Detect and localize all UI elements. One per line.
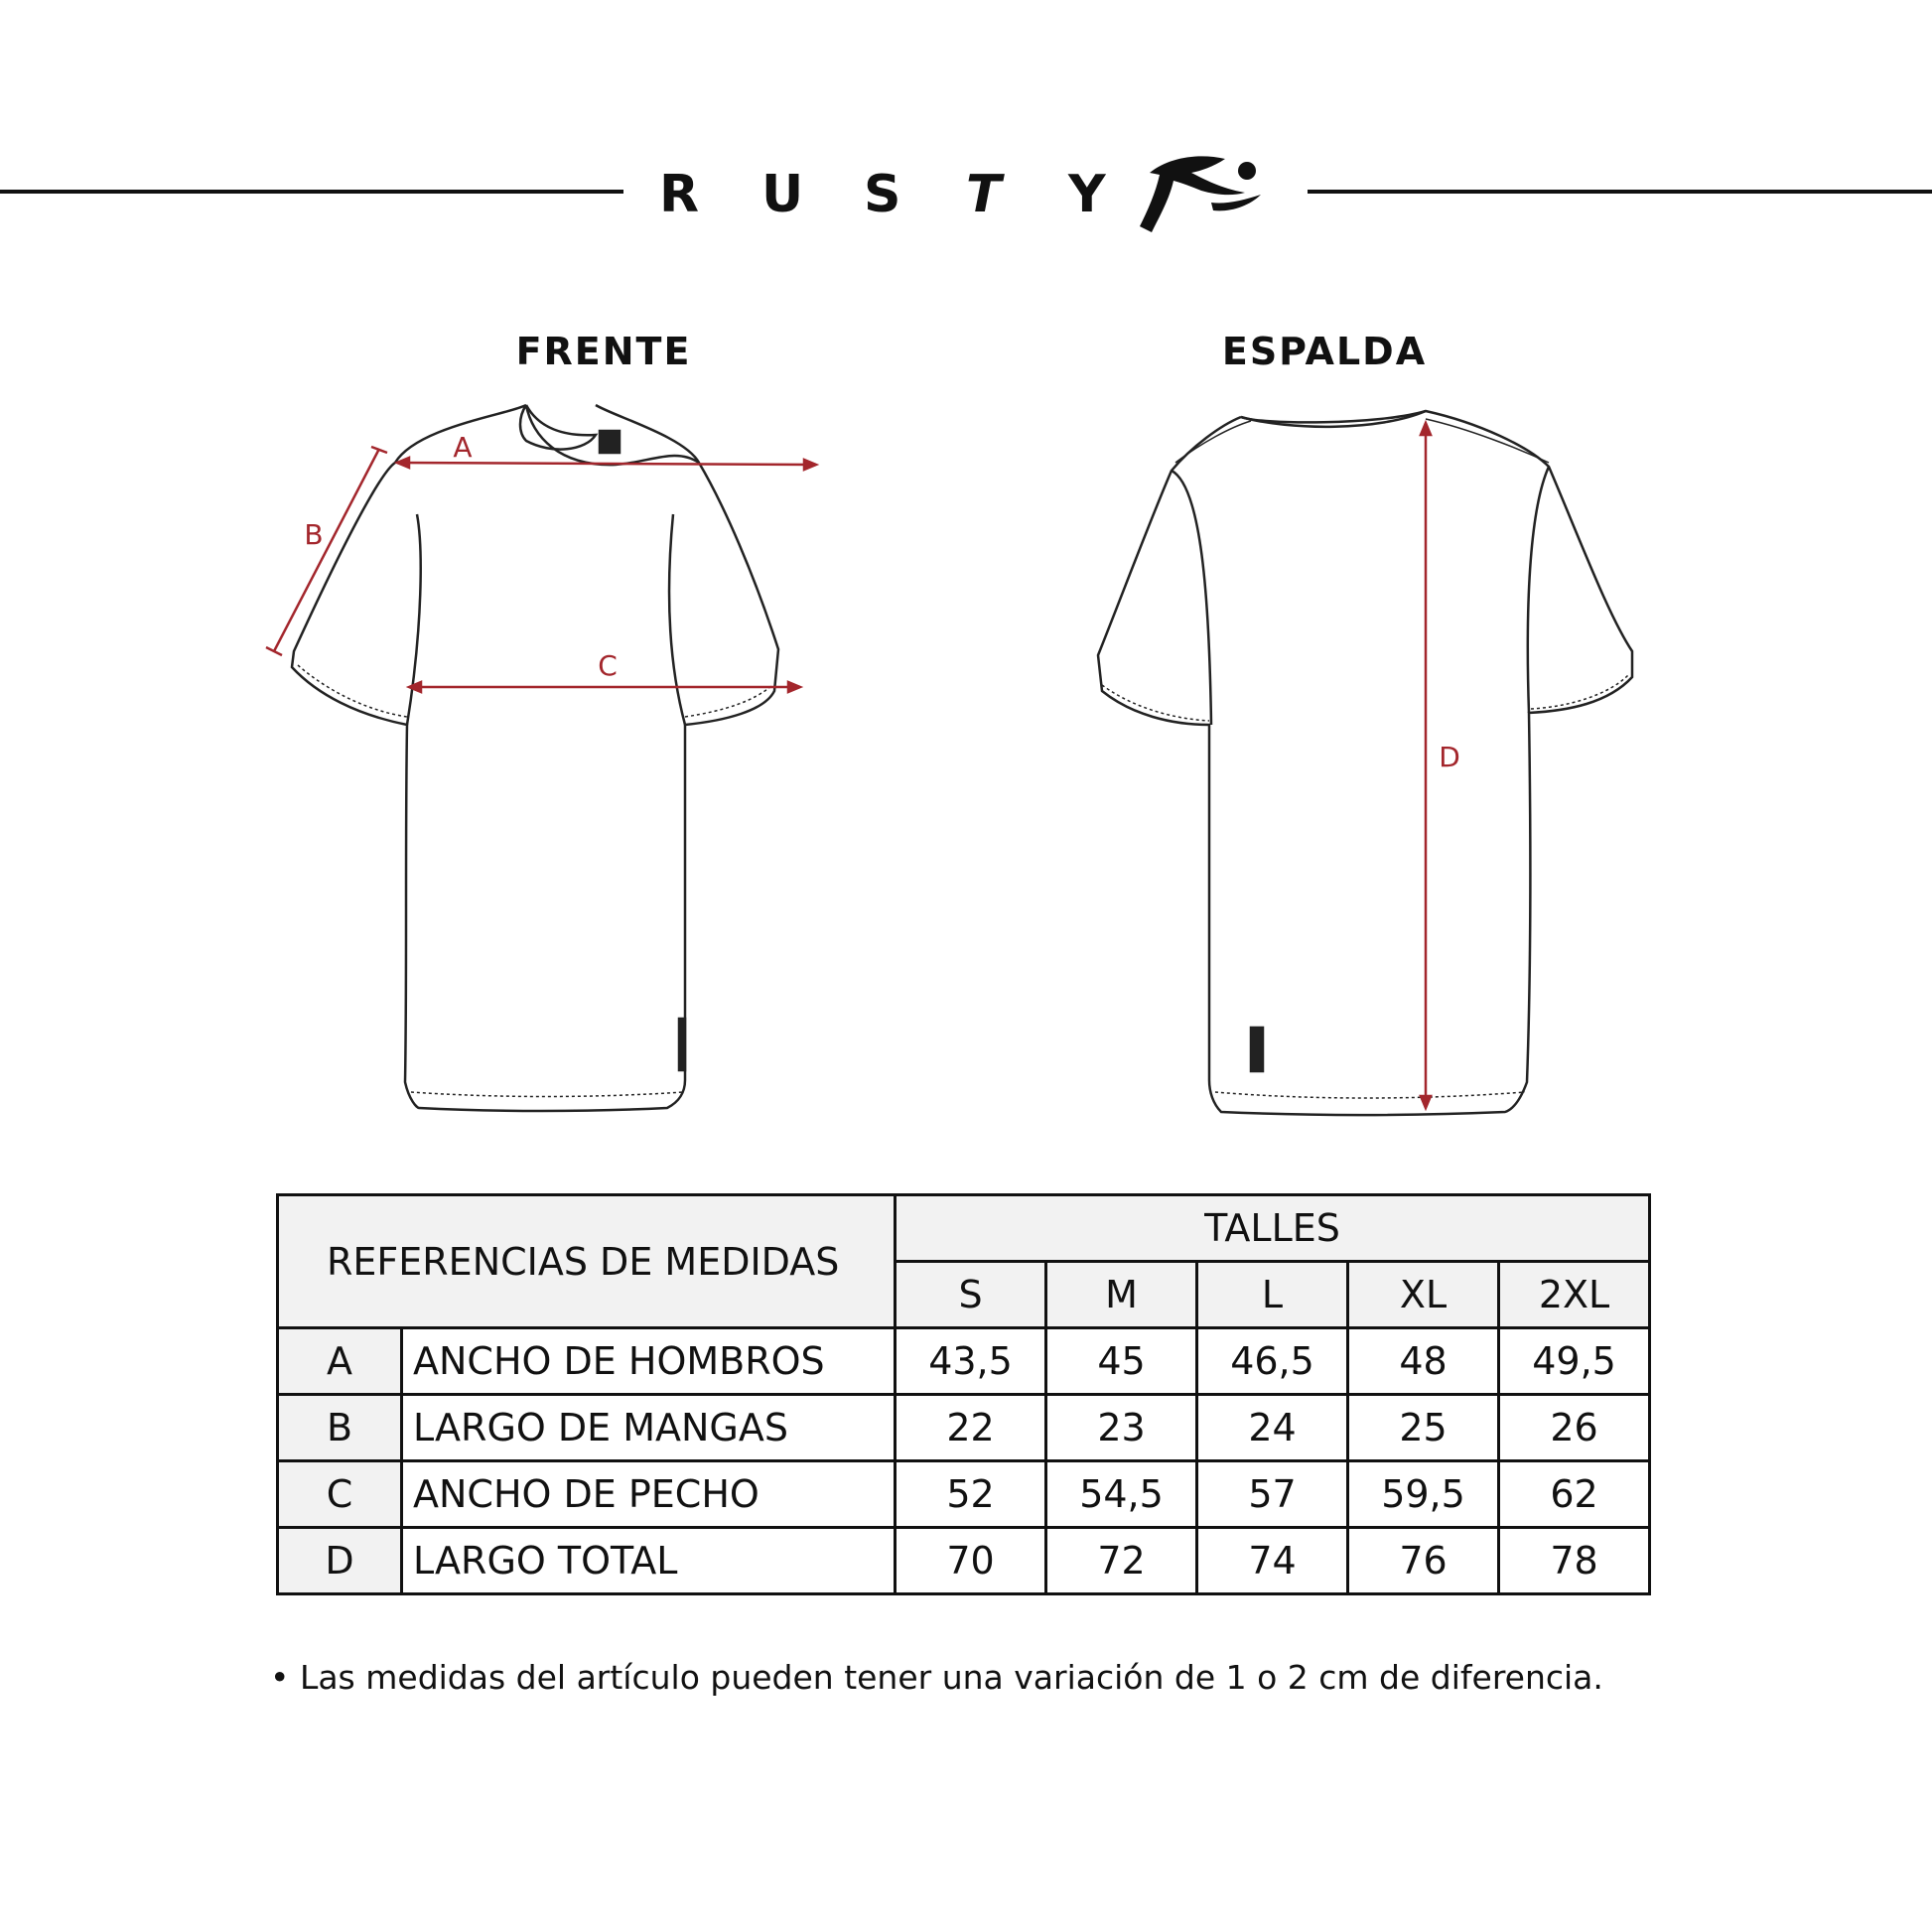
measure-value: 74 [1197, 1528, 1348, 1594]
brand-letter: S [864, 165, 901, 224]
measure-name: ANCHO DE HOMBROS [402, 1328, 896, 1395]
measure-value: 43,5 [896, 1328, 1046, 1395]
measure-a-label: A [453, 431, 473, 464]
measure-value: 70 [896, 1528, 1046, 1594]
table-row [278, 1461, 1650, 1528]
size-label: S [896, 1262, 1046, 1328]
measure-value: 62 [1499, 1461, 1650, 1528]
measure-value: 78 [1499, 1528, 1650, 1594]
measure-ref: B [278, 1395, 402, 1461]
measure-c-label: C [598, 649, 618, 682]
size-label: L [1197, 1262, 1348, 1328]
measure-value: 48 [1348, 1328, 1499, 1395]
size-chart-table [276, 1193, 1651, 1595]
measurement-footnote: • Las medidas del artículo pueden tener una variación de 1 o 2 cm de diferencia. [270, 1658, 1603, 1697]
measure-name: LARGO DE MANGAS [402, 1395, 896, 1461]
measure-ref: C [278, 1461, 402, 1528]
measure-b-label: B [304, 518, 324, 551]
front-tshirt-outline [292, 405, 778, 1111]
measure-ref: A [278, 1328, 402, 1395]
header-rule-right [1308, 190, 1932, 194]
measure-value: 76 [1348, 1528, 1499, 1594]
measure-value: 57 [1197, 1461, 1348, 1528]
sizes-header: TALLES [896, 1195, 1650, 1262]
measure-d-label: D [1439, 741, 1460, 773]
rusty-wave-logo-icon [1130, 149, 1269, 238]
measure-value: 25 [1348, 1395, 1499, 1461]
front-view-title: FRENTE [515, 330, 692, 373]
measure-value: 72 [1046, 1528, 1197, 1594]
size-label: XL [1348, 1262, 1499, 1328]
measure-d-line [1421, 423, 1431, 1108]
measure-ref: D [278, 1528, 402, 1594]
measure-name: ANCHO DE PECHO [402, 1461, 896, 1528]
measure-value: 59,5 [1348, 1461, 1499, 1528]
measure-value: 46,5 [1197, 1328, 1348, 1395]
brand-letter: T [966, 165, 1002, 224]
measure-c-line [409, 682, 800, 692]
measure-value: 52 [896, 1461, 1046, 1528]
table-row [278, 1528, 1650, 1594]
size-label: M [1046, 1262, 1197, 1328]
measure-name: LARGO TOTAL [402, 1528, 896, 1594]
header-rule-left [0, 190, 623, 194]
measure-value: 45 [1046, 1328, 1197, 1395]
measure-value: 23 [1046, 1395, 1197, 1461]
brand-letter: R [659, 165, 700, 224]
measure-value: 24 [1197, 1395, 1348, 1461]
table-header-row [278, 1195, 1650, 1262]
brand-wordmark [659, 159, 1171, 230]
brand-letter: Y [1068, 165, 1106, 224]
table-row [278, 1395, 1650, 1461]
brand-letter: U [761, 165, 804, 224]
table-row [278, 1328, 1650, 1395]
measure-value: 22 [896, 1395, 1046, 1461]
measure-value: 26 [1499, 1395, 1650, 1461]
back-view-title: ESPALDA [1221, 330, 1428, 373]
back-tshirt-outline [1098, 411, 1632, 1115]
tshirt-diagram [258, 397, 1668, 1132]
references-header: REFERENCIAS DE MEDIDAS [278, 1195, 896, 1328]
measure-b-line [266, 447, 387, 655]
measure-value: 54,5 [1046, 1461, 1197, 1528]
measure-value: 49,5 [1499, 1328, 1650, 1395]
size-label: 2XL [1499, 1262, 1650, 1328]
